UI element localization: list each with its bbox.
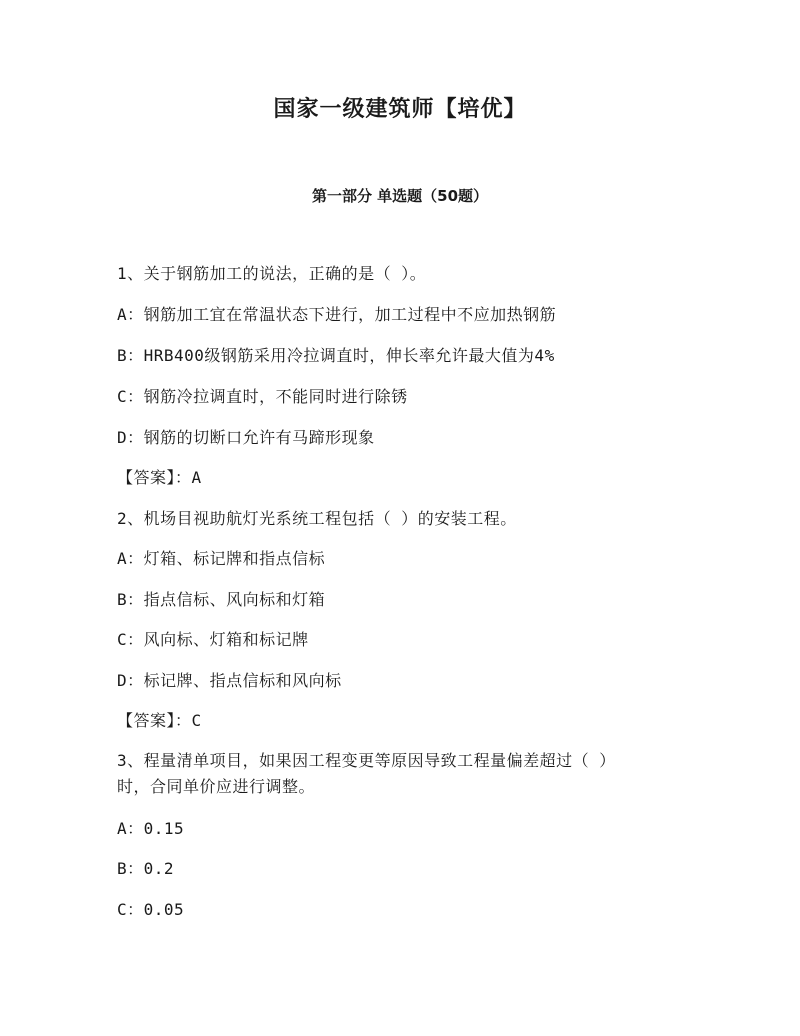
question-2-option-d: D：标记牌、指点信标和风向标 [117,671,342,690]
question-1-option-a: A：钢筋加工宜在常温状态下进行，加工过程中不应加热钢筋 [117,305,557,324]
question-2-option-c: C：风向标、灯箱和标记牌 [117,630,309,649]
question-2-answer: 【答案】：C [117,711,202,730]
question-1-option-c: C：钢筋冷拉调直时，不能同时进行除锈 [117,387,408,406]
question-3-option-b: B：0.2 [117,859,175,878]
question-1-option-d: D：钢筋的切断口允许有马蹄形现象 [117,428,375,447]
question-2-option-b: B：指点信标、风向标和灯箱 [117,590,326,609]
document-title: 国家一级建筑师【培优】 [273,96,527,122]
question-1-option-b: B：HRB400级钢筋采用冷拉调直时，伸长率允许最大值为4% [117,346,555,365]
question-2-stem: 2、机场目视助航灯光系统工程包括（ ）的安装工程。 [117,509,517,528]
question-3-option-a: A：0.15 [117,819,185,838]
question-1-stem: 1、关于钢筋加工的说法，正确的是（ ）。 [117,264,427,283]
question-1-answer: 【答案】：A [117,468,202,487]
question-3-stem-line-1: 3、程量清单项目，如果因工程变更等原因导致工程量偏差超过（ ） [117,751,616,770]
question-3-option-c: C：0.05 [117,900,185,919]
question-2-option-a: A：灯箱、标记牌和指点信标 [117,549,326,568]
section-heading: 第一部分 单选题（50题） [311,187,489,205]
question-3-stem-line-2: 时，合同单价应进行调整。 [117,777,316,796]
